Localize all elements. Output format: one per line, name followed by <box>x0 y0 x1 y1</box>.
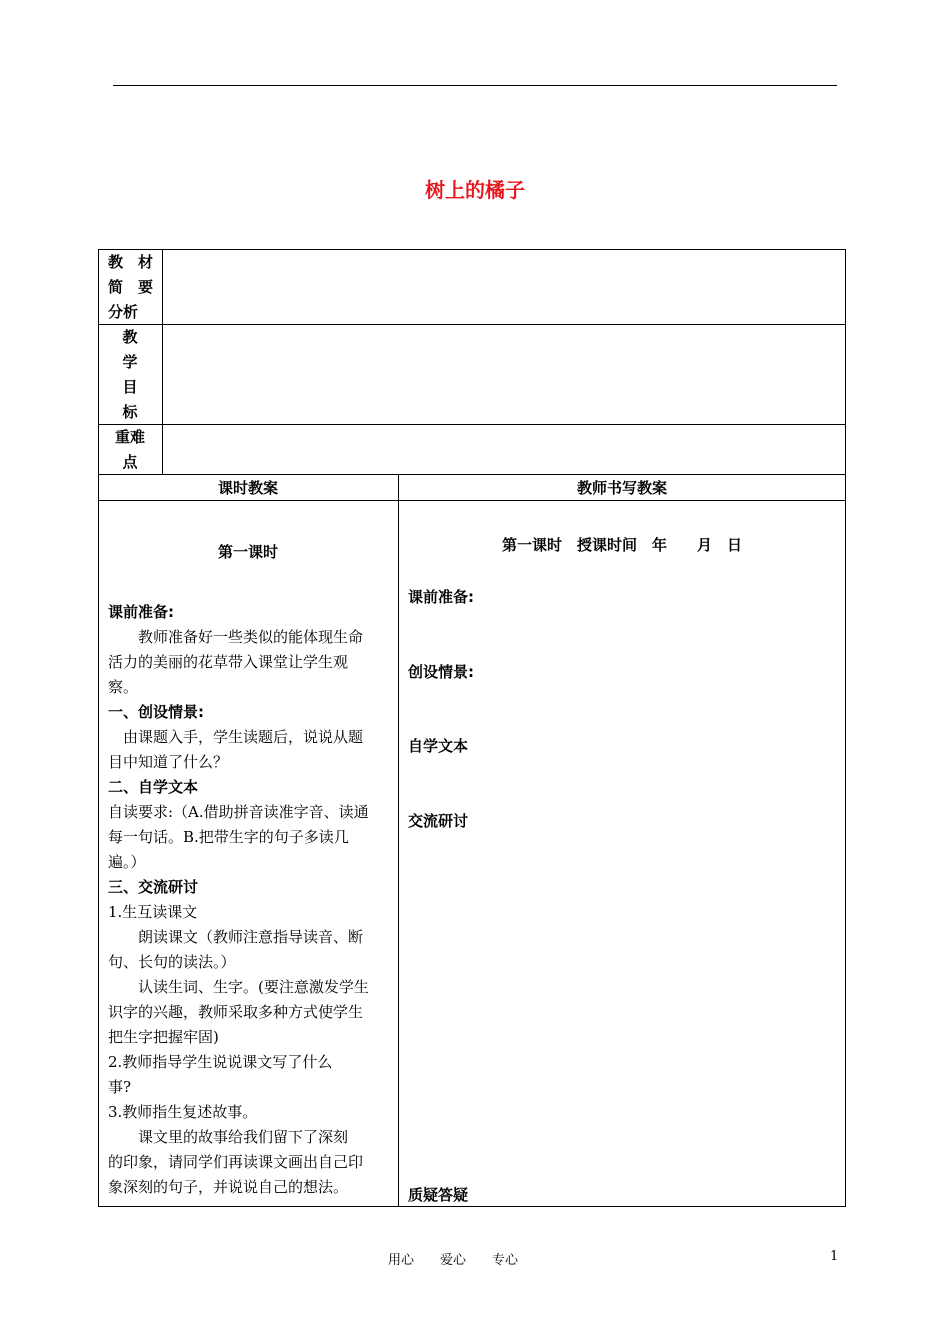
section-heading: 课前准备: <box>108 603 174 621</box>
content-line: 察。 <box>108 678 139 696</box>
content-line: 的印象，请同学们再读课文画出自己印 <box>108 1153 364 1171</box>
content-line: 1.生互读课文 <box>108 903 198 921</box>
document-title: 树上的橘子 <box>425 178 525 202</box>
content-line: 由课题入手，学生读题后，说说从题 <box>108 728 364 746</box>
row-divider <box>98 324 846 325</box>
row-label-goals: 教 学 目 标 <box>122 328 138 421</box>
content-line: 3.教师指生复述故事。 <box>108 1103 258 1121</box>
content-line: 朗读课文（教师注意指导读音、断 <box>108 928 364 946</box>
section-prep: 课前准备: <box>408 588 474 606</box>
content-line: 识字的兴趣，教师采取多种方式使学生 <box>108 1003 364 1021</box>
main-column-divider <box>398 474 399 1207</box>
section-scenario: 创设情景: <box>408 663 474 681</box>
content-line: 句、长句的读法。） <box>108 953 236 971</box>
lesson-title: 第一课时 <box>217 543 278 561</box>
content-line: 遍。） <box>108 853 146 871</box>
content-line: 目中知道了什么？ <box>108 753 229 771</box>
content-line: 事? <box>108 1078 132 1096</box>
row-divider <box>98 474 846 475</box>
content-line: 自读要求:（A.借助拼音读准字音、读通 <box>108 803 369 821</box>
content-line: 2.教师指导学生说说课文写了什么 <box>108 1053 333 1071</box>
content-line: 把生字把握牢固) <box>108 1028 219 1046</box>
content-line: 象深刻的句子，并说说自己的想法。 <box>108 1178 349 1196</box>
section-heading: 一、创设情景: <box>108 703 204 721</box>
row-divider <box>98 424 846 425</box>
row-label-key-points: 重难 点 <box>114 428 145 471</box>
section-heading: 三、交流研讨 <box>108 878 199 896</box>
content-line: 课文里的故事给我们留下了深刻 <box>108 1128 349 1146</box>
content-line: 教师准备好一些类似的能体现生命 <box>108 628 364 646</box>
footer-motto: 用心 爱心 专心 <box>388 1253 519 1268</box>
column-header-left: 课时教案 <box>217 479 278 497</box>
label-column-divider <box>162 249 163 474</box>
row-label-analysis: 教 材 简 要 分析 <box>108 253 154 321</box>
content-line: 每一句话。B.把带生字的句子多读几 <box>108 828 349 846</box>
column-header-right: 教师书写教案 <box>576 479 667 497</box>
section-qa: 质疑答疑 <box>408 1186 469 1204</box>
lesson-content <box>108 600 390 1200</box>
section-heading: 二、自学文本 <box>108 778 199 796</box>
section-self-study: 自学文本 <box>408 737 469 755</box>
lesson-schedule-line: 第一课时 授课时间 年 月 日 <box>501 536 742 554</box>
header-rule <box>113 85 837 86</box>
content-line: 活力的美丽的花草带入课堂让学生观 <box>108 653 349 671</box>
content-line: 认读生词、生字。(要注意激发学生 <box>108 978 369 996</box>
section-discussion: 交流研讨 <box>408 812 469 830</box>
page-number: 1 <box>830 1249 839 1264</box>
